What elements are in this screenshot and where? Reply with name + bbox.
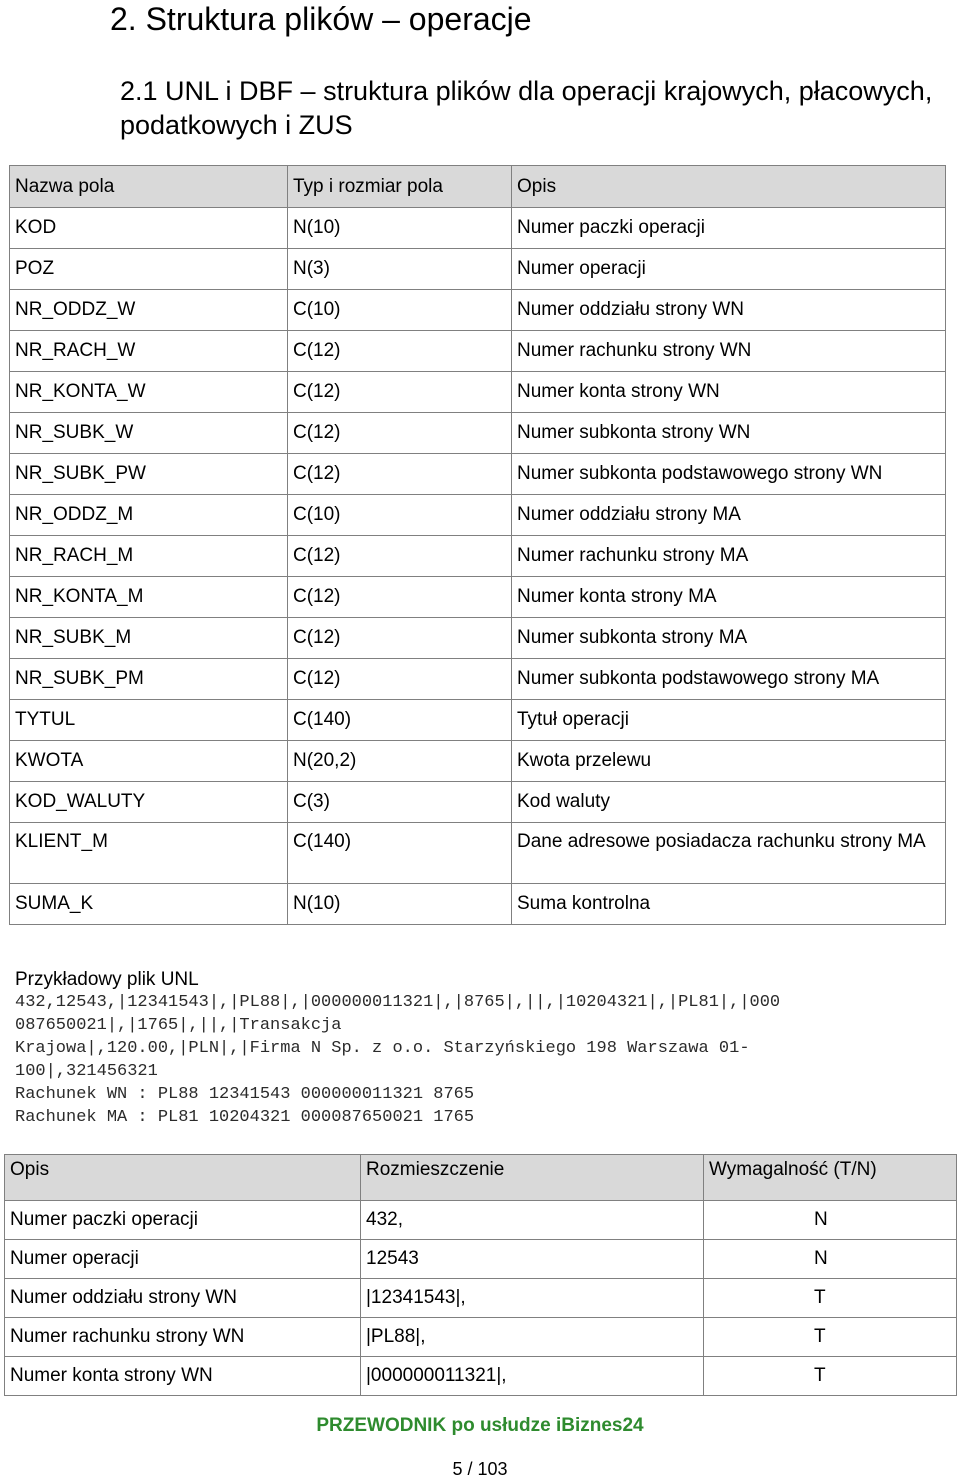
field-type-cell: C(10) (288, 290, 512, 331)
footer-title: PRZEWODNIK po usłudze iBiznes24 (316, 1415, 644, 1436)
description-cell: Numer oddziału strony WN (5, 1279, 361, 1318)
field-type-cell: C(140) (288, 823, 512, 884)
layout-table (4, 1154, 957, 1396)
table-row (5, 1318, 957, 1357)
field-name-cell: NR_ODDZ_W (10, 290, 288, 331)
field-name-cell: TYTUL (10, 700, 288, 741)
field-name-cell: SUMA_K (10, 884, 288, 925)
table-row (10, 884, 946, 925)
description-cell: Numer paczki operacji (5, 1201, 361, 1240)
column-header-placement: Rozmieszczenie (361, 1155, 704, 1201)
placement-cell: 432, (361, 1201, 704, 1240)
field-description-cell: Numer subkonta podstawowego strony WN (512, 454, 946, 495)
table-row (10, 659, 946, 700)
field-name-cell: KOD (10, 208, 288, 249)
field-description-cell: Numer subkonta podstawowego strony MA (512, 659, 946, 700)
field-description-cell: Kwota przelewu (512, 741, 946, 782)
field-type-cell: N(10) (288, 884, 512, 925)
table-row (10, 741, 946, 782)
description-cell: Numer operacji (5, 1240, 361, 1279)
field-description-cell: Kod waluty (512, 782, 946, 823)
table-row (10, 331, 946, 372)
description-cell: Numer rachunku strony WN (5, 1318, 361, 1357)
page-number: 5 / 103 (452, 1459, 508, 1479)
field-name-cell: KOD_WALUTY (10, 782, 288, 823)
field-description-cell: Tytuł operacji (512, 700, 946, 741)
table-row (10, 782, 946, 823)
table-row (10, 249, 946, 290)
subsection-title: 2.1 UNL i DBF – struktura plików dla operacji krajowych, płacowych, podatkowych i ZUS (120, 76, 933, 140)
field-type-cell: C(12) (288, 536, 512, 577)
field-type-cell: C(12) (288, 413, 512, 454)
field-type-cell: C(12) (288, 331, 512, 372)
field-description-cell: Suma kontrolna (512, 884, 946, 925)
placement-cell: |000000011321|, (361, 1357, 704, 1396)
placement-cell: |PL88|, (361, 1318, 704, 1357)
field-name-cell: NR_SUBK_W (10, 413, 288, 454)
table-row (5, 1201, 957, 1240)
field-type-cell: N(20,2) (288, 741, 512, 782)
sample-line: Rachunek MA : PL81 10204321 000087650021 1765 (15, 1108, 475, 1127)
table-row (10, 700, 946, 741)
fields-table (9, 165, 946, 925)
placement-cell: 12543 (361, 1240, 704, 1279)
table-row (10, 495, 946, 536)
description-cell: Numer konta strony WN (5, 1357, 361, 1396)
sample-line: 432,12543,|12341543|,|PL88|,|000000011321|,|8765|,||,|10204321|,|PL81|,|000 (15, 993, 781, 1012)
field-description-cell: Numer oddziału strony MA (512, 495, 946, 536)
sample-line: 087650021|,|1765|,||,|Transakcja (15, 1016, 342, 1035)
table-row (5, 1240, 957, 1279)
field-type-cell: C(12) (288, 618, 512, 659)
field-description-cell: Numer oddziału strony WN (512, 290, 946, 331)
table-row (10, 372, 946, 413)
field-description-cell: Numer rachunku strony MA (512, 536, 946, 577)
field-name-cell: NR_KONTA_W (10, 372, 288, 413)
field-type-cell: C(12) (288, 577, 512, 618)
field-name-cell: NR_RACH_W (10, 331, 288, 372)
field-description-cell: Dane adresowe posiadacza rachunku strony MA (512, 823, 946, 884)
field-description-cell: Numer rachunku strony WN (512, 331, 946, 372)
column-header-description: Opis (5, 1155, 361, 1201)
required-cell: N (704, 1201, 957, 1240)
field-type-cell: C(3) (288, 782, 512, 823)
fields-table-header (10, 166, 946, 208)
field-type-cell: C(140) (288, 700, 512, 741)
field-description-cell: Numer subkonta strony WN (512, 413, 946, 454)
sample-file-content (15, 991, 945, 1129)
required-cell: N (704, 1240, 957, 1279)
column-header-description: Opis (512, 166, 946, 208)
field-type-cell: C(12) (288, 659, 512, 700)
table-row (10, 823, 946, 884)
required-cell: T (704, 1357, 957, 1396)
required-cell: T (704, 1279, 957, 1318)
sample-file-title: Przykładowy plik UNL (15, 969, 199, 990)
placement-cell: |12341543|, (361, 1279, 704, 1318)
field-description-cell: Numer konta strony WN (512, 372, 946, 413)
field-name-cell: KWOTA (10, 741, 288, 782)
field-type-cell: N(10) (288, 208, 512, 249)
table-row (10, 618, 946, 659)
table-row (10, 454, 946, 495)
sample-line: 100|,321456321 (15, 1062, 158, 1081)
table-row (10, 577, 946, 618)
table-row (5, 1279, 957, 1318)
column-header-field-type: Typ i rozmiar pola (288, 166, 512, 208)
field-name-cell: NR_KONTA_M (10, 577, 288, 618)
required-cell: T (704, 1318, 957, 1357)
table-row (10, 290, 946, 331)
field-type-cell: N(3) (288, 249, 512, 290)
field-description-cell: Numer paczki operacji (512, 208, 946, 249)
field-name-cell: NR_SUBK_M (10, 618, 288, 659)
section-title: 2. Struktura plików – operacje (110, 1, 532, 37)
field-name-cell: NR_RACH_M (10, 536, 288, 577)
table-row (5, 1357, 957, 1396)
field-name-cell: KLIENT_M (10, 823, 288, 884)
column-header-field-name: Nazwa pola (10, 166, 288, 208)
field-name-cell: NR_SUBK_PW (10, 454, 288, 495)
table-row (10, 208, 946, 249)
field-name-cell: NR_SUBK_PM (10, 659, 288, 700)
sample-line: Rachunek WN : PL88 12341543 000000011321 8765 (15, 1085, 475, 1104)
column-header-required: Wymagalność (T/N) (704, 1155, 957, 1201)
field-type-cell: C(10) (288, 495, 512, 536)
field-name-cell: POZ (10, 249, 288, 290)
table-row (10, 413, 946, 454)
field-type-cell: C(12) (288, 372, 512, 413)
layout-table-header (5, 1155, 957, 1201)
field-description-cell: Numer konta strony MA (512, 577, 946, 618)
sample-line: Krajowa|,120.00,|PLN|,|Firma N Sp. z o.o. Starzyńskiego 198 Warszawa 01- (15, 1039, 750, 1058)
field-description-cell: Numer subkonta strony MA (512, 618, 946, 659)
field-description-cell: Numer operacji (512, 249, 946, 290)
table-row (10, 536, 946, 577)
field-type-cell: C(12) (288, 454, 512, 495)
field-name-cell: NR_ODDZ_M (10, 495, 288, 536)
